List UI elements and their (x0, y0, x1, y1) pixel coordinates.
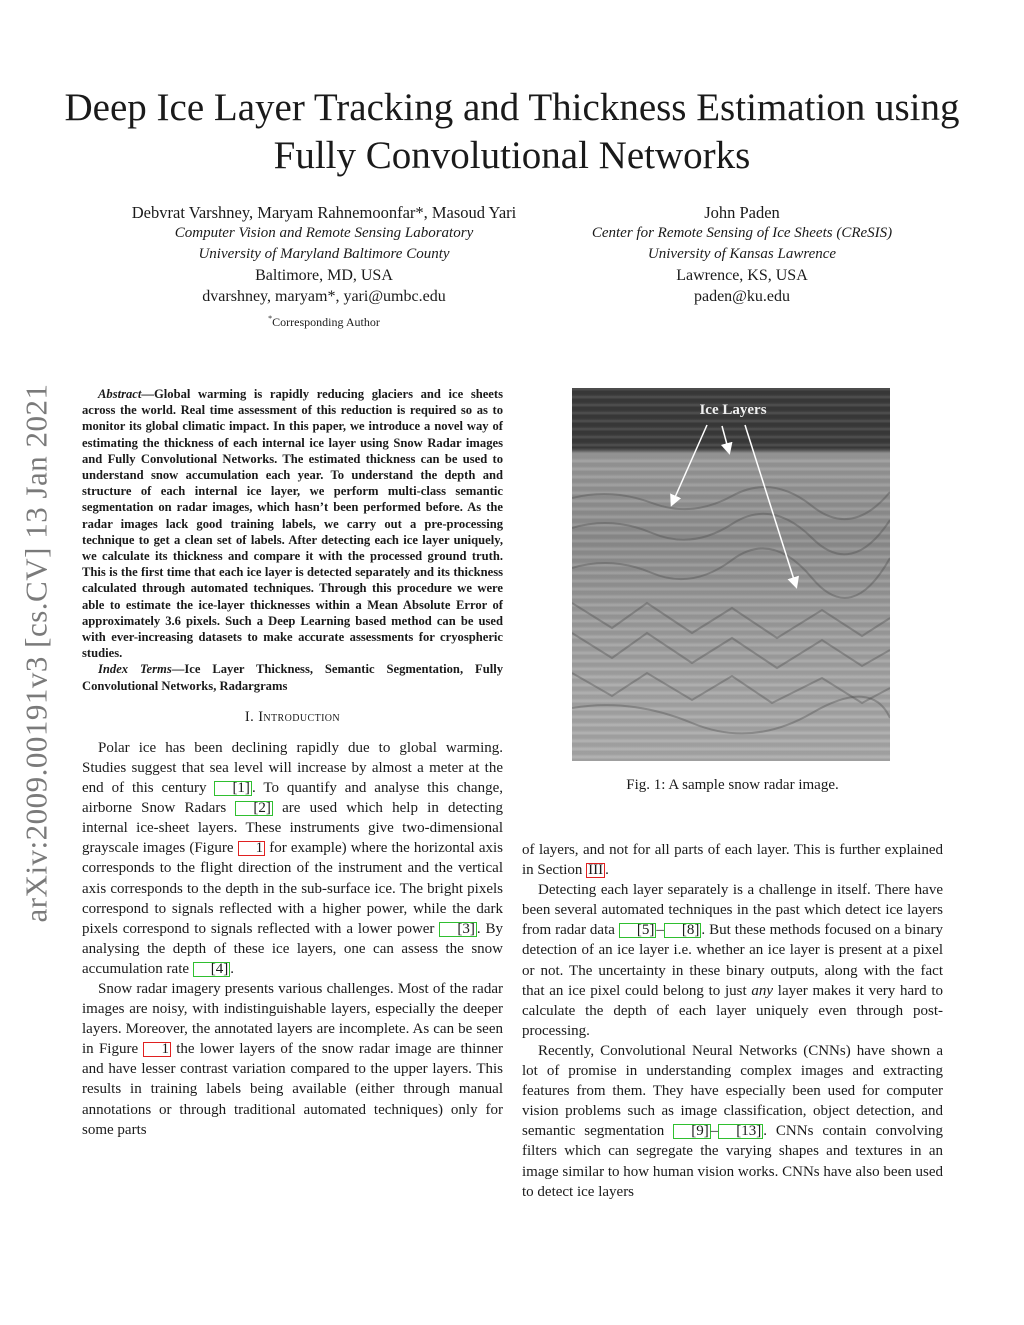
citation-link[interactable]: [3] (439, 922, 477, 937)
author-affiliation-university: University of Maryland Baltimore County (198, 246, 450, 262)
emphasis-text: any (751, 982, 774, 999)
abstract (82, 386, 503, 661)
paper-title: Deep Ice Layer Tracking and Thickness Estimation using Fully Convolutional Networks (64, 86, 960, 177)
paragraph-text: Snow radar imagery presents various challenges. Most of the radar images are noisy, with indistinguishable layers, especially the deeper layers. Moreover, the annotated layers are incomplete. As can be seen in Figure (82, 980, 503, 1058)
range-dash: – (710, 1123, 719, 1140)
paragraph-text: Recently, Convolutional Neural Networks (CNNs) have shown a lot of promise in understanding complex images and extracting features from them. They have especially been used for computer vision problems such as image classification, object detection, and semantic segmentation (522, 1042, 943, 1140)
snow-radar-figure (572, 388, 890, 761)
paragraph-text: . By analysing the depth of these ice layers, one can assess the snow accumulation rate (82, 920, 503, 977)
author-block-cresis (552, 202, 932, 307)
abstract-text: —Global warming is rapidly reducing glaciers and ice sheets across the world. Real time assessment of this reduction is required so as to monitor its global climatic impact. In this paper, we introduce a novel way of estimating the thickness of each internal ice layer using Snow Radar images and Fully Convolutional Networks. The estimated thickness can be used to understand snow accumulation each year. To understand the depth and structure of each internal ice layer, we perform multi-class semantic segmentation on radar images, which hasn’t been performed before. As the radar images lack good training labels, we carry out a pre-processing technique to get a clean set of labels. After detecting each ice layer uniquely, we calculate its thickness and compare it with the processed ground truth. This is the first time that each ice layer is detected separately and its thickness calculated through automated techniques. Through this procedure we were able to estimate the ice-layer thicknesses within a Mean Absolute Error of approximately 3.6 pixels. Such a Deep Learning based method can be used with ever-increasing datasets to make accurate assessments for cryospheric studies. (82, 387, 503, 661)
section-number: I. (244, 708, 259, 725)
abstract-label: Abstract (98, 387, 142, 401)
paragraph-text: Polar ice has been declining rapidly due to global warming. Studies suggest that sea level will increase by almost a meter at the end of this century (82, 739, 503, 797)
author-affiliation-university: University of Kansas Lawrence (647, 246, 837, 262)
section-reference-link[interactable]: III (588, 862, 604, 879)
right-column (522, 840, 943, 1202)
arxiv-identifier: arXiv:2009.00191v3 [cs.CV] 13 Jan 2021 (19, 383, 54, 923)
annotation-arrows (672, 425, 796, 586)
figure-overlay-label: Ice Layers (699, 402, 767, 418)
author-email: dvarshney, maryam*, yari@umbc.edu (202, 288, 446, 305)
author-location: Lawrence, KS, USA (676, 267, 808, 284)
index-terms (82, 661, 503, 693)
paragraph-text: . CNNs contain convolving filters which can segregate the varying shapes and textures in an image similar to how human vision works. CNNs have also been used to detect ice layers (522, 1123, 943, 1200)
corresponding-author-note (96, 308, 552, 333)
figure-caption: Fig. 1: A sample snow radar image. (626, 777, 839, 793)
intro-paragraph-continued (522, 840, 943, 880)
arxiv-sidebar-stamp (12, 358, 62, 948)
arrow-icon (745, 425, 796, 586)
citation-link[interactable]: [13] (718, 1124, 763, 1139)
section-heading-introduction (82, 709, 503, 726)
author-affiliation-lab: Computer Vision and Remote Sensing Laboratory (174, 225, 474, 241)
arrow-icon (672, 425, 707, 504)
author-affiliation-center: Center for Remote Sensing of Ice Sheets (CReSIS) (591, 225, 893, 241)
author-names: John Paden (704, 203, 780, 222)
author-location: Baltimore, MD, USA (255, 267, 393, 284)
author-email: paden@ku.edu (693, 288, 791, 305)
author-block-umbc (96, 202, 552, 333)
figure-reference-link[interactable]: 1 (143, 1042, 171, 1057)
section-title: Introduction (258, 708, 341, 725)
citation-link[interactable]: [4] (193, 962, 231, 977)
intro-paragraph-3 (522, 880, 943, 1041)
paragraph-text: . (230, 960, 235, 977)
paragraph-text: for example) where the horizontal axis corresponds to the flight direction of the instrument and the vertical axis corresponds to the depth in the sub-surface ice. The bright pixels correspond to signals reflected with a higher power, while the dark pixels correspond to signals reflected with a lower power (82, 840, 503, 937)
paragraph-text: are used which help in detecting internal ice-sheet layers. These instruments give two-dimensional grayscale images (Figure (82, 800, 503, 857)
citation-link[interactable]: [1] (214, 781, 252, 796)
radar-layer-overlay (572, 388, 890, 761)
paragraph-text: . (605, 862, 609, 879)
paragraph-text: layer makes it very hard to calculate the depth of each layer uniquely even through post-processing. (522, 982, 943, 1039)
paragraph-text: . To quantify and analyse this change, airborne Snow Radars (82, 780, 503, 817)
index-terms-text: —Ice Layer Thickness, Semantic Segmentation, Fully Convolutional Networks, Radargrams (82, 662, 503, 693)
intro-paragraph-4 (522, 1041, 943, 1202)
radar-layer-bands (572, 487, 890, 733)
author-names: Debvrat Varshney, Maryam Rahnemoonfar*, Masoud Yari (131, 203, 517, 222)
intro-paragraph-2 (82, 979, 503, 1140)
paragraph-text: the lower layers of the snow radar image are thinner and have lesser contrast variation compared to the upper layers. This results in training labels being available (either through manual annotations or through traditional automated techniques) only for some parts (82, 1041, 503, 1138)
index-terms-label: Index Terms (98, 662, 172, 677)
corresponding-author-text: Corresponding Author (272, 315, 380, 329)
paragraph-text: . But these methods focused on a binary detection of an ice layer i.e. whether an ice layer is present at a pixel or not. The uncertainty in these binary outputs, along with the fact that an ice pixel could belong to just (522, 922, 943, 999)
intro-paragraph-1 (82, 738, 503, 979)
range-dash: – (656, 922, 664, 939)
citation-link[interactable]: [8] (664, 923, 702, 938)
citation-link[interactable]: [5] (619, 923, 657, 938)
footnote-mark: * (268, 314, 273, 323)
paragraph-text: of layers, and not for all parts of each layer. This is further explained in Section (522, 842, 943, 879)
arrow-icon (722, 426, 729, 452)
citation-link[interactable]: [9] (673, 1124, 711, 1139)
citation-link[interactable]: [2] (235, 801, 273, 816)
paragraph-text: Detecting each layer separately is a challenge in itself. There have been several automated techniques in the past which detect ice layers from radar data (522, 882, 943, 939)
left-column (82, 386, 503, 1140)
figure-reference-link[interactable]: 1 (238, 841, 266, 856)
